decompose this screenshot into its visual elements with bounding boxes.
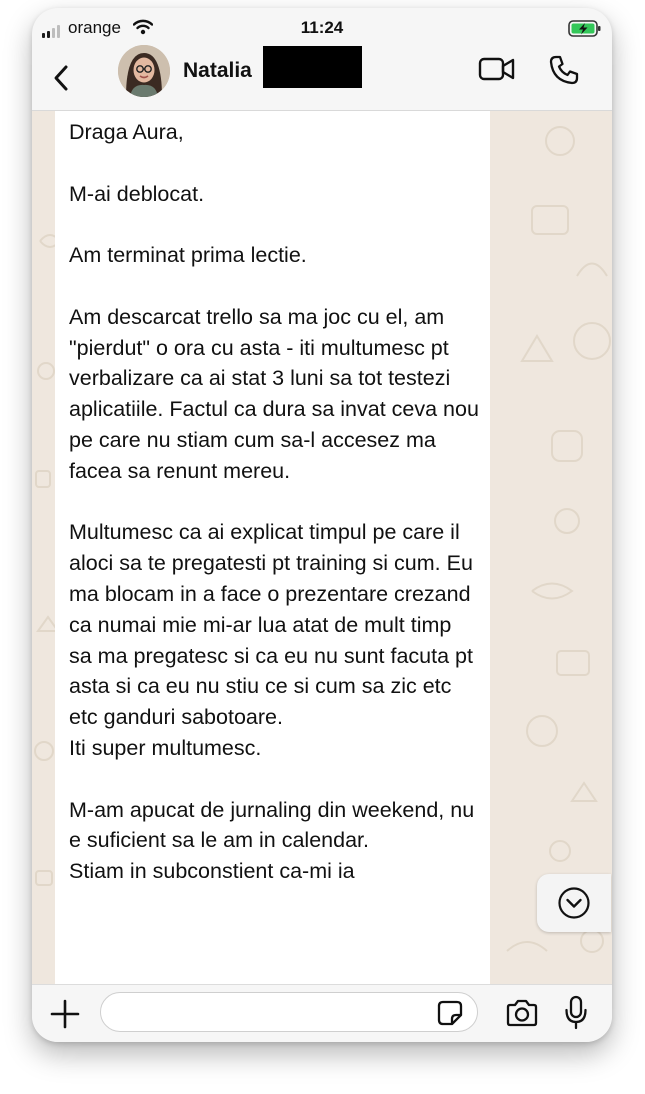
chat-header (32, 48, 612, 111)
status-time: 11:24 (300, 18, 344, 37)
phone-icon (548, 54, 580, 86)
redacted-surname-block (263, 46, 362, 88)
scroll-to-bottom-button[interactable] (537, 874, 611, 932)
status-bar (32, 8, 612, 48)
video-call-button[interactable] (478, 56, 516, 87)
microphone-button[interactable] (564, 995, 588, 1036)
plus-icon (50, 999, 80, 1029)
phone-screen (32, 8, 612, 1042)
video-camera-icon (478, 56, 516, 82)
contact-avatar[interactable] (118, 45, 170, 97)
message-input-bar (32, 984, 612, 1042)
sticker-button[interactable] (437, 1000, 463, 1031)
message-input[interactable] (100, 992, 478, 1032)
message-text: Draga Aura, M-ai deblocat. Am terminat prima lectie. Am descarcat trello sa ma joc cu el, am "pierdut" o ora cu asta - iti multumesc pt verbalizare ca ai stat 3 luni sa tot testezi aplicatiile. Factul ca dura sa invat ceva nou pe care nu stiam cum sa-l accesez ma facea sa renunt mereu. Multumesc ca ai explicat timpul pe care il aloci sa te pregatesti pt training si cum. Eu ma blocam in a face o prezentare crezand ca numai mie mi-ar lua atat de mult timp sa ma pregatesc si ca eu nu sunt facuta pt asta si ca eu nu stiu ce si cum sa zic etc etc ganduri sabotoare. Iti super multumesc. M-am apucat de jurnaling din weekend, nu e suficient sa le am in calendar. Stiam in subconstient ca-mi ia (69, 120, 479, 884)
back-button[interactable] (46, 58, 76, 98)
battery-charging-icon (568, 20, 602, 43)
message-bubble[interactable] (55, 111, 490, 984)
microphone-icon (564, 995, 588, 1031)
chat-area[interactable] (32, 111, 612, 984)
camera-icon (505, 999, 539, 1027)
camera-button[interactable] (505, 999, 539, 1032)
voice-call-button[interactable] (548, 54, 580, 91)
contact-name[interactable]: Natalia (183, 59, 252, 82)
back-chevron-icon (52, 64, 70, 92)
carrier-name: orange (68, 18, 121, 37)
attach-button[interactable] (50, 999, 80, 1034)
chevron-down-circle-icon (557, 886, 591, 920)
sticker-icon (437, 1000, 463, 1026)
